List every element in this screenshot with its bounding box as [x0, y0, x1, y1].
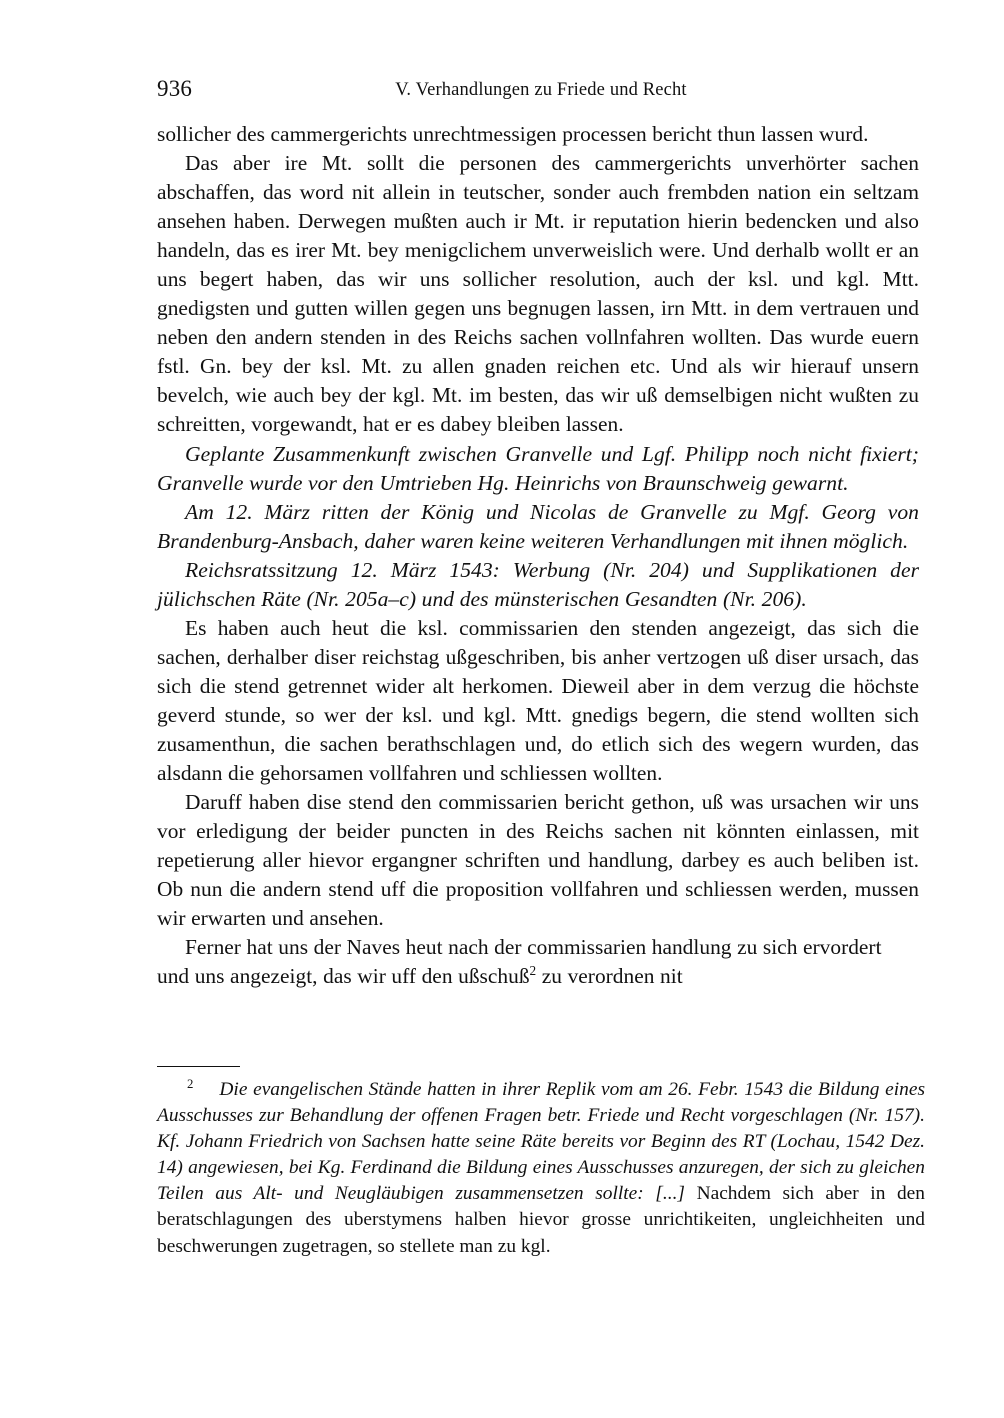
paragraph-1: sollicher des cammergerichts unrechtmessigen processen bericht thun lassen wurd.: [157, 122, 869, 146]
paragraph-8: [157, 933, 919, 991]
running-head: [157, 76, 919, 102]
paragraph-3-regest: Geplante Zusammenkunft zwischen Granvelle und Lgf. Philipp noch nicht fixiert; Granvelle wurde vor den Umtrieben Hg. Heinrichs von Braunschweig gewarnt.: [157, 441, 919, 495]
page-number: 936: [157, 76, 193, 101]
footnote-area: [157, 1066, 925, 1260]
body-text-block: [157, 120, 919, 991]
paragraph-2: Das aber ire Mt. sollt die personen des cammergerichts unverhörter sachen abschaffen, das word nit allein in teutscher, sonder auch frembden nation ein seltzam ansehen haben. Derwegen mußten auch ir Mt. ir reputation hierin bedencken und also handeln, das es irer Mt. bey menigclichem unverweislich were. Und derhalb wollt er an uns begert haben, das wir uns sollicher resolution, auch der ksl. und kgl. Mtt. gnedigsten und gutten willen gegen uns begnugen lassen, irn Mtt. in dem vertrauen und neben den andern stenden in des Reichs sachen vollnfahren wollten. Das wurde euern fstl. Gn. bey der ksl. Mt. zu allen gnaden reichen etc. Und als wir hierauf unsern bevelch, wie auch bey der kgl. Mt. im besten, das wir uß demselbigen nicht wußten zu schreitten, vorgewandt, hat er es dabey bleiben lassen.: [157, 151, 919, 437]
running-title: V. Verhandlungen zu Friede und Recht: [395, 80, 687, 100]
footnote-roman-text: Nachdem sich aber in den beratschlagungen des uberstymens halben hievor grosse unrichtikeiten, ungleichheiten und beschwerungen zugetragen, so stellete man zu kgl.: [157, 1183, 925, 1257]
footnote-reference-2[interactable]: 2: [529, 963, 537, 979]
footnote-2: [157, 1077, 925, 1260]
paragraph-8-text: Ferner hat uns der Naves heut nach der commissarien handlung zu sich ervordert und uns angezeigt, das wir uff den ußschuß: [157, 935, 882, 989]
paragraph-7: Daruff haben dise stend den commissarien bericht gethon, uß was ursachen wir uns vor erledigung der beider puncten in des Reichs sachen nit könnten einlassen, mit repetierung aller hievor ergangner schriften und handlung, darbey es auch beliben ist. Ob nun die andern stend uff die proposition vollfahren und schliessen werden, mussen wir erwarten und ansehen.: [157, 790, 919, 931]
paragraph-4-regest: Am 12. März ritten der König und Nicolas de Granvelle zu Mgf. Georg von Brandenburg-Ansbach, daher waren keine weiteren Verhandlungen mit ihnen möglich.: [157, 499, 919, 553]
footnote-number: 2: [187, 1076, 194, 1091]
paragraph-6: Es haben auch heut die ksl. commissarien den stenden angezeigt, das sich die sachen, derhalber diser reichstag ußgeschriben, bis anher vertzogen uß diser ursach, das sich die stend getrennet wider alt herkomen. Dieweil aber in dem verzug die höchste geverd stunde, so wer der ksl. und kgl. Mtt. gnedigs begern, die stend wollten sich zusamenthun, die sachen berathschlagen und, do etlich sich des wegern wurden, das alsdann die gehorsamen vollfahren und schliessen wollten.: [157, 615, 919, 786]
footnote-separator-rule: [157, 1066, 240, 1067]
paragraph-8-text-tail: zu verordnen nit: [536, 964, 683, 989]
paragraph-5-regest: Reichsratssitzung 12. März 1543: Werbung (Nr. 204) und Supplikationen der jülichschen Räte (Nr. 205a–c) und des münsterischen Gesandten (Nr. 206).: [157, 557, 919, 611]
footnote-italic-text: Die evangelischen Stände hatten in ihrer Replik vom am 26. Febr. 1543 die Bildung eines Ausschusses zur Behandlung der offenen Fragen betr. Friede und Recht vorgeschlagen (Nr. 157). Kf. Johann Friedrich von Sachsen hatte seine Räte bereits vor Beginn des RT (Lochau, 1542 Dez. 14) angewiesen, bei Kg. Ferdinand die Bildung eines Ausschusses anzuregen, der sich zu gleichen Teilen aus Alt- und Neugläubigen zusammensetzen sollte: [...]: [157, 1079, 925, 1205]
